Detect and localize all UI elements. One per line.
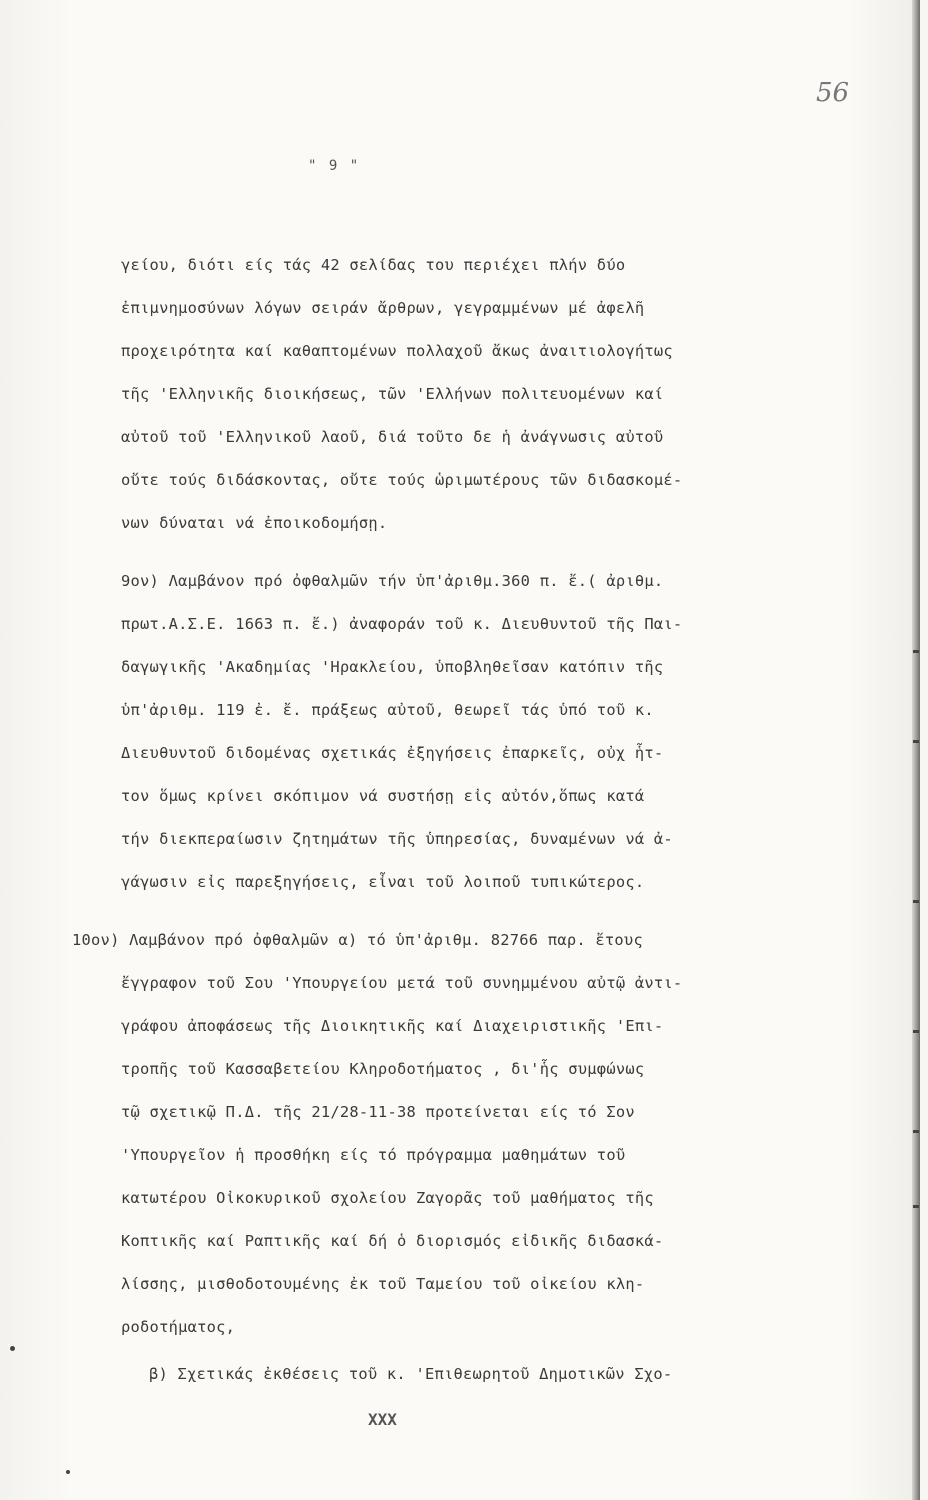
text-line: γράφου ἀποφάσεως τῆς Διοικητικῆς καί Διαχειριστικῆς 'Επι- bbox=[121, 1017, 664, 1035]
text-line: τῷ σχετικῷ Π.Δ. τῆς 21/28-11-38 προτείνεται είς τό Σον bbox=[121, 1103, 635, 1121]
text-line: τῆς 'Ελληνικῆς διοικήσεως, τῶν 'Ελλήνων πολιτευομένων καί bbox=[121, 385, 664, 403]
margin-dot bbox=[66, 1470, 70, 1474]
text-line: οὔτε τούς διδάσκοντας, οὔτε τούς ὡριμωτέρους τῶν διδασκομέ- bbox=[121, 471, 683, 489]
text-line: γάγωσιν εἰς παρεξηγήσεις, εἶναι τοῦ λοιποῦ τυπικώτερος. bbox=[121, 873, 645, 891]
text-line: τροπῆς τοῦ Κασσαβετείου Κληροδοτήματος , δι'ἧς συμφώνως bbox=[121, 1060, 645, 1078]
text-line: ὑπ'ἀριθμ. 119 ἐ. ἔ. πράξεως αὐτοῦ, θεωρεῖ τάς ὑπό τοῦ κ. bbox=[121, 701, 654, 719]
text-line: κατωτέρου Οἰκοκυρικοῦ σχολείου Ζαγορᾶς τοῦ μαθήματος τῆς bbox=[121, 1189, 654, 1207]
text-line: τον ὅμως κρίνει σκόπιμον νά συστήσῃ εἰς αὐτόν,ὅπως κατά bbox=[121, 787, 645, 805]
text-line: ἐπιμνημοσύνων λόγων σειράν ἄρθρων, γεγραμμένων μέ ἀφελῆ bbox=[121, 299, 645, 317]
text-line: δαγωγικῆς 'Ακαδημίας 'Ηρακλείου, ὑποβληθεῖσαν κατόπιν τῆς bbox=[121, 658, 664, 676]
text-line: τήν διεκπεραίωσιν ζητημάτων τῆς ὑπηρεσίας, δυναμένων νά ἀ- bbox=[121, 830, 673, 848]
margin-dot bbox=[10, 1346, 15, 1351]
text-line: αὐτοῦ τοῦ 'Ελληνικοῦ λαοῦ, διά τοῦτο δε ἡ ἀνάγνωσις αὐτοῦ bbox=[121, 428, 664, 446]
page-number: " 9 " bbox=[308, 158, 361, 174]
text-line: β) Σχετικάς ἐκθέσεις τοῦ κ. 'Επιθεωρητοῦ Δημοτικῶν Σχο- bbox=[149, 1365, 673, 1383]
folio-number: 56 bbox=[816, 78, 850, 108]
text-line: Κοπτικῆς καί Ραπτικῆς καί δή ὁ διορισμός εἰδικῆς διδασκά- bbox=[121, 1232, 664, 1250]
text-line: ἔγγραφον τοῦ Σου 'Υπουργείου μετά τοῦ συνημμένου αὐτῷ ἀντι- bbox=[121, 974, 683, 992]
text-line: 'Υπουργεῖον ἡ προσθήκη είς τό πρόγραμμα μαθημάτων τοῦ bbox=[121, 1146, 626, 1164]
text-line: ροδοτήματος, bbox=[121, 1318, 236, 1336]
text-line: 9ον) Λαμβάνον πρό ὀφθαλμῶν τήν ὑπ'ἀριθμ.360 π. ἔ.( ἀριθμ. bbox=[121, 572, 664, 590]
text-line: νων δύναται νά ἐποικοδομήσῃ. bbox=[121, 514, 388, 532]
text-line: Διευθυντοῦ διδομένας σχετικάς ἐξηγήσεις ἐπαρκεῖς, οὐχ ἧτ- bbox=[121, 744, 664, 762]
page-edge bbox=[912, 0, 920, 1500]
text-line: γείου, διότι είς τάς 42 σελίδας του περιέχει πλήν δύο bbox=[121, 256, 626, 274]
text-line: πρωτ.Α.Σ.Ε. 1663 π. ἔ.) ἀναφοράν τοῦ κ. Διευθυντοῦ τῆς Παι- bbox=[121, 615, 683, 633]
edge-tab-marks bbox=[913, 650, 919, 1210]
text-line: λίσσης, μισθοδοτουμένης ἐκ τοῦ Ταμείου τοῦ οἰκείου κλη- bbox=[121, 1275, 645, 1293]
text-line: προχειρότητα καί καθαπτομένων πολλαχοῦ ἄκως ἀναιτιολογήτως bbox=[121, 342, 673, 360]
struck-through-mark: ΧΧΧ bbox=[368, 1410, 397, 1429]
text-line: 10ον) Λαμβάνον πρό ὀφθαλμῶν α) τό ὑπ'ἀριθμ. 82766 παρ. ἔτους bbox=[72, 931, 643, 949]
